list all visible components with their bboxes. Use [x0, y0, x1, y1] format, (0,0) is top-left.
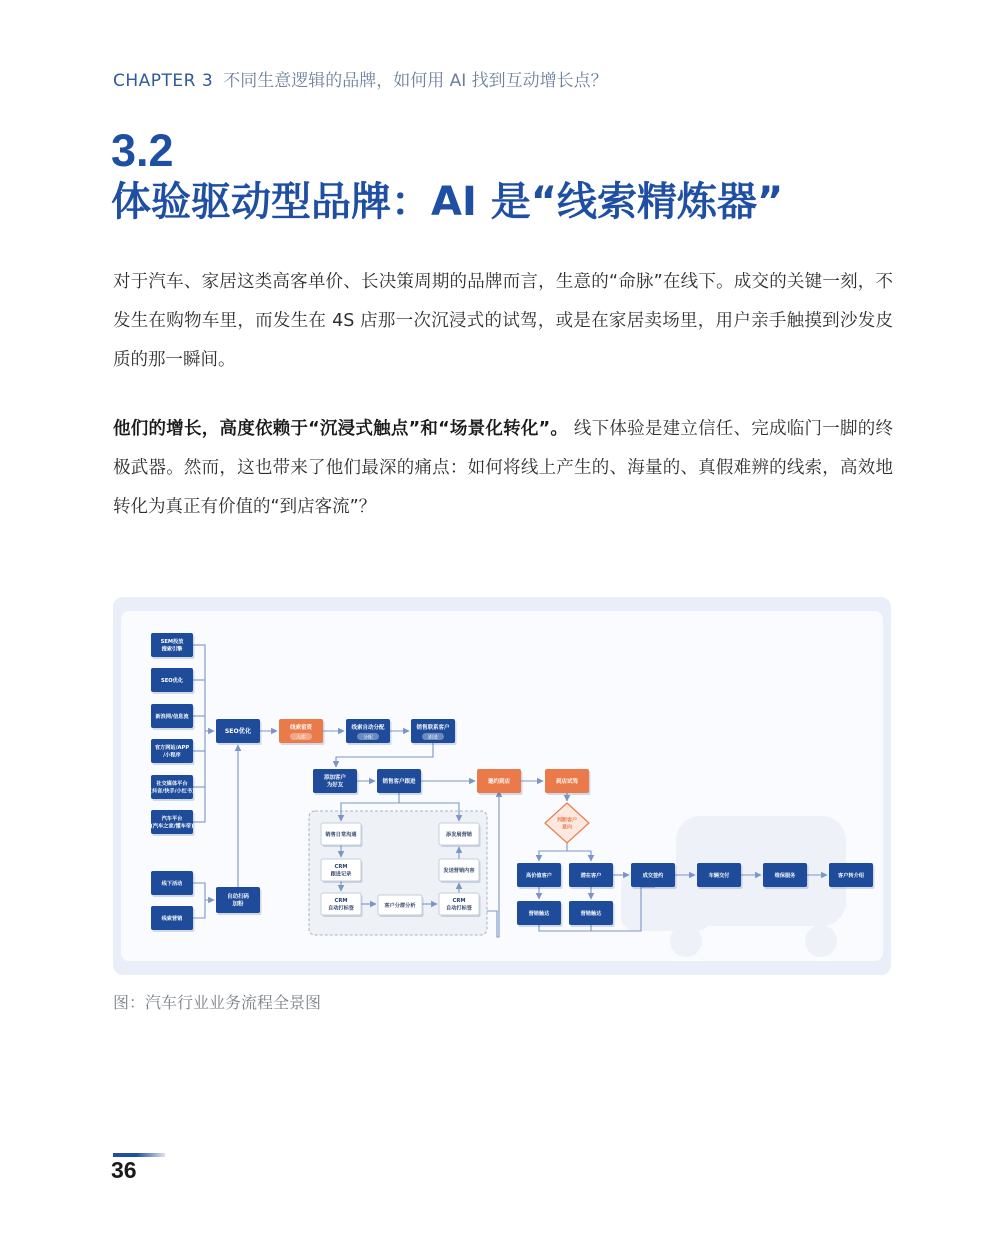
crm-right-node: [439, 859, 481, 883]
node-label: 销售日常沟通: [325, 831, 357, 838]
node-label: 添加客户: [323, 775, 347, 782]
chapter-title: 不同生意逻辑的品牌，如何用 AI 找到互动增长点？: [223, 71, 608, 91]
node-label: 为好友: [326, 782, 344, 789]
node-label: 车辆交付: [708, 872, 730, 879]
final-chain-node: [763, 863, 809, 889]
node-label: 邀约到店: [487, 778, 511, 785]
node-label: 添发展营销: [446, 831, 472, 838]
crm-right-node: [439, 823, 481, 847]
node-label: (抖音/快手/小红书): [149, 788, 195, 795]
add-friend-node: [313, 769, 359, 795]
node-badge: 分配: [363, 735, 373, 741]
node-label: 意向: [561, 824, 573, 831]
source-node: [151, 668, 195, 694]
node-label: 线索留资: [289, 724, 313, 731]
crm-left-node: [321, 823, 363, 847]
node-label: 到店试驾: [555, 778, 579, 785]
flowchart-nodes: [150, 633, 875, 932]
chapter-label: CHAPTER 3: [113, 71, 214, 91]
flow-connector: [336, 743, 433, 767]
flowchart-canvas: [121, 611, 883, 961]
potential-node: [569, 863, 615, 889]
node-label: 营销触达: [580, 910, 602, 917]
top-chain-node: [411, 719, 457, 745]
paragraph-2: [113, 410, 893, 527]
source-node: [151, 810, 195, 836]
crm-right-node: [439, 893, 481, 917]
section-title: 体验驱动型品牌：AI 是“线索精炼器”: [111, 179, 784, 225]
running-header: [113, 66, 608, 91]
top-chain-node: [346, 719, 392, 745]
node-label: 加粉: [232, 901, 244, 908]
node-label: 营销触达: [528, 910, 550, 917]
source-node: [151, 704, 195, 730]
node-label: 汽车平台: [161, 816, 183, 823]
final-chain-node: [631, 863, 677, 889]
node-label: 客户转介绍: [838, 872, 864, 879]
node-label: SEM投放: [160, 639, 184, 646]
node-label: 官方网站/APP: [154, 745, 190, 752]
node-label: 搜索引擎: [161, 646, 183, 653]
node-label: 潜在客户: [580, 872, 602, 879]
nurture-left-node: [517, 901, 563, 927]
paragraph-1: 对于汽车、家居这类高客单价、长决策周期的品牌而言，生意的“命脉”在线下。成交的关键一刻，不发生在购物车里，而发生在 4S 店那一次沉浸式的试驾，或是在家居卖场里，用户亲手触摸到沙发皮质的那一瞬间。: [113, 272, 893, 370]
page-number: 36: [111, 1157, 137, 1183]
node-label: 社交媒体平台: [156, 781, 188, 788]
flow-connector: [487, 787, 499, 937]
source-node: [151, 633, 195, 659]
figure-caption: 图：汽车行业业务流程全景图: [113, 993, 322, 1012]
section-number: 3.2: [111, 125, 174, 176]
node-label: 跟进记录: [330, 871, 352, 878]
flow-connector: [567, 851, 591, 861]
top-chain-node: [279, 719, 325, 745]
node-label: (汽车之家/懂车帝): [150, 823, 194, 830]
flow-connector: [193, 645, 205, 822]
nurture-right-node: [569, 901, 615, 927]
node-label: 判断客户: [556, 817, 578, 824]
node-label: CRM: [334, 864, 348, 871]
node-label: 销售联系客户: [416, 724, 450, 731]
flowchart-svg: [121, 611, 883, 961]
node-label: 线下活动: [161, 880, 183, 887]
seo-node: [216, 719, 262, 745]
final-chain-node: [697, 863, 743, 889]
node-label: 发送营销内容: [443, 867, 475, 874]
crm-left-node: [321, 859, 363, 883]
sales-follow-node: [377, 769, 423, 795]
node-label: 新浪网/信息流: [155, 713, 189, 720]
paragraph-2-text: 线下体验是建立信任、完成临门一脚的终极武器。然而，这也带来了他们最深的痛点：如何将线上产生的、海量的、真假难辨的线索，高效地转化为真正有价值的“到店客流”？: [113, 419, 893, 517]
node-label: CRM: [452, 898, 466, 905]
node-label: SEO优化: [224, 728, 252, 736]
invite-store-node: [477, 769, 523, 795]
node-label: 维保服务: [774, 872, 796, 879]
intent-decision-node: [545, 803, 589, 843]
final-chain-node: [829, 863, 875, 889]
flow-connector: [193, 883, 205, 918]
node-label: /小程序: [163, 752, 181, 759]
node-label: 高价值客户: [526, 872, 552, 879]
customer-analysis-node: [378, 895, 424, 917]
node-label: 自动打标签: [328, 905, 354, 912]
offline-source-node: [151, 906, 195, 932]
node-label: CRM: [334, 898, 348, 905]
node-badge: 入库: [296, 735, 306, 741]
source-node: [151, 739, 195, 765]
node-label: 线索自动分配: [351, 724, 385, 731]
flowchart-figure: [113, 597, 891, 975]
node-label: SEO优化: [160, 677, 184, 684]
node-badge: 跟进: [428, 735, 438, 741]
node-label: 线索营销: [161, 915, 183, 922]
node-label: 客户分群分析: [384, 902, 416, 909]
offline-source-node: [151, 871, 195, 897]
auto-scan-node: [216, 887, 262, 915]
high-intent-node: [517, 863, 563, 889]
flow-connector: [539, 843, 567, 861]
node-label: 自动打标签: [446, 905, 472, 912]
node-label: 销售客户跟进: [382, 778, 416, 785]
crm-left-node: [321, 893, 363, 917]
node-label: 自动扫码: [226, 894, 250, 901]
source-node: [150, 775, 195, 801]
store-test-node: [545, 769, 591, 795]
node-label: 成交签约: [642, 872, 664, 879]
paragraph-2-bold: 他们的增长，高度依赖于“沉浸式触点”和“场景化转化”。: [113, 419, 569, 439]
